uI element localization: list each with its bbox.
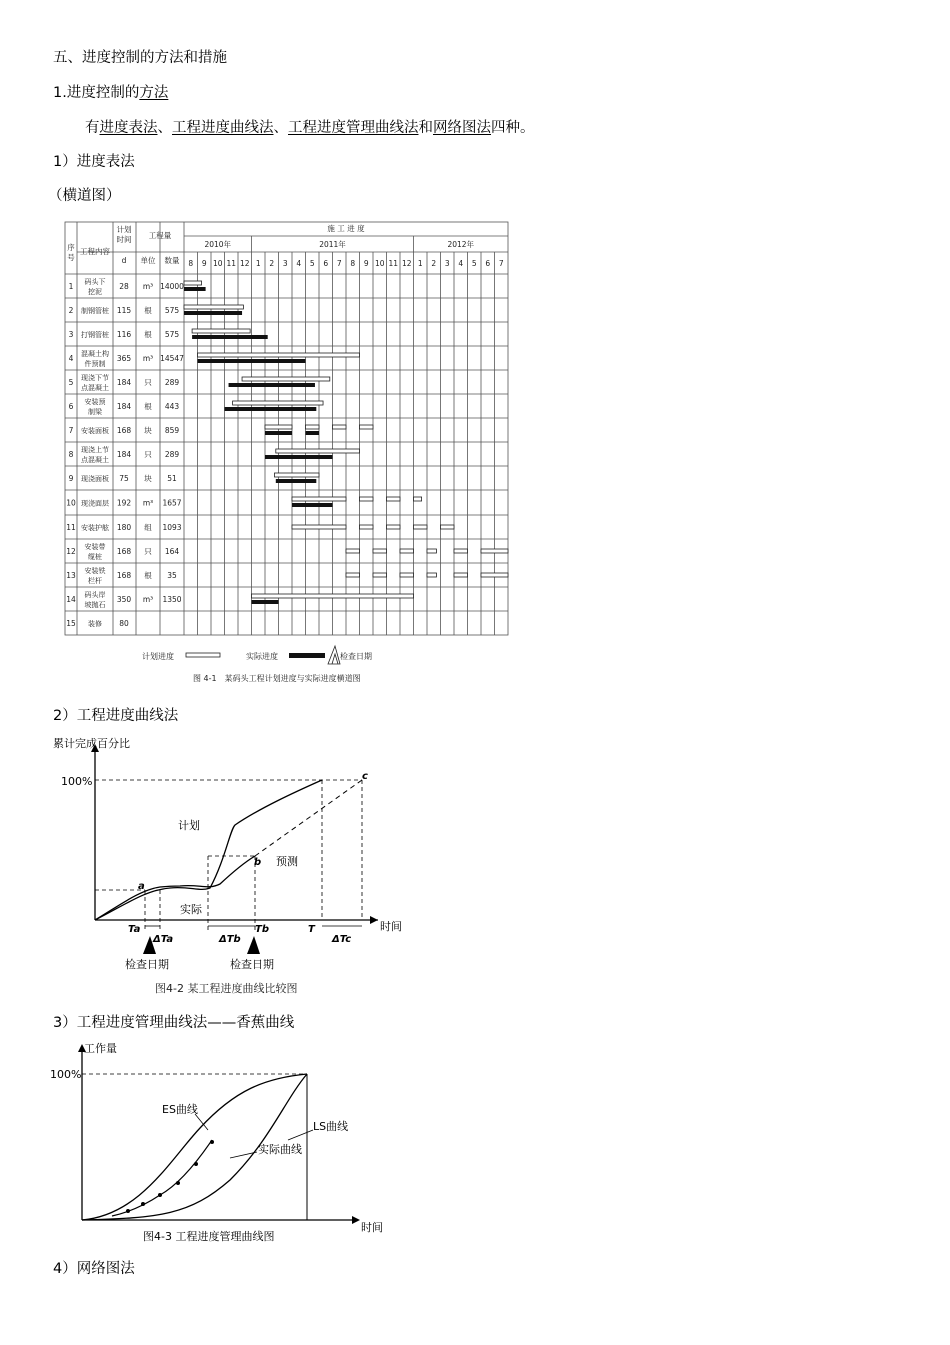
legend-check-label: 检查日期	[340, 652, 372, 661]
method-progress-curve[interactable]: 工程进度曲线法	[172, 120, 274, 136]
month-label: 12	[239, 259, 250, 268]
row-days: 116	[116, 330, 132, 339]
actual-bar	[252, 600, 279, 604]
plan-bar	[333, 425, 347, 429]
plan-bar	[387, 525, 401, 529]
row-qty: 14547	[160, 354, 184, 363]
row-qty: 443	[164, 402, 180, 411]
es-label: ES曲线	[162, 1103, 198, 1116]
row-name: 码头岸	[84, 591, 106, 599]
row-qty: 1350	[162, 595, 182, 604]
row-unit: 块	[144, 474, 152, 483]
x-axis-label: 时间	[361, 1221, 383, 1234]
guide-lines	[95, 780, 362, 930]
plan-label: 计划	[178, 819, 200, 832]
row-days: 168	[116, 571, 132, 580]
row-days: 168	[116, 426, 132, 435]
row-seq: 9	[68, 474, 74, 483]
plan-bar	[373, 573, 387, 577]
header-qty: 工程量	[148, 231, 172, 240]
month-label: 11	[388, 259, 399, 268]
row-name-2: 坡抛石	[84, 601, 106, 609]
plan-bar	[441, 525, 455, 529]
row-days: 365	[116, 354, 132, 363]
row-unit: 只	[144, 378, 152, 387]
plan-bar	[360, 425, 374, 429]
section-1-title: 1）进度表法	[53, 154, 135, 170]
plan-bar	[427, 573, 436, 577]
month-label: 1	[417, 259, 423, 268]
plan-bar	[276, 449, 360, 453]
delta-tc-label: ΔTc	[332, 934, 352, 945]
row-unit: 根	[144, 330, 152, 339]
row-days: 28	[119, 282, 129, 291]
plan-bar	[184, 305, 243, 309]
row-name: 制钢管桩	[81, 307, 109, 315]
row-name: 混凝土构	[81, 350, 109, 358]
check-date-label-2: 检查日期	[230, 958, 274, 971]
row-seq: 2	[68, 306, 74, 315]
method-management-curve[interactable]: 工程进度管理曲线法	[288, 120, 419, 136]
plan-bar	[427, 549, 436, 553]
row-qty: 51	[167, 474, 177, 483]
row-days: 75	[119, 474, 129, 483]
row-name: 装修	[88, 620, 102, 628]
header-plan: 计划	[116, 225, 132, 234]
row-days: 192	[116, 498, 132, 508]
plan-bar	[306, 425, 320, 429]
row-name: 现浇面层	[81, 499, 109, 508]
row-name-2: 制梁	[88, 408, 102, 416]
actual-bar	[184, 311, 242, 315]
month-label: 5	[471, 259, 477, 268]
intro-and: 和	[418, 120, 433, 136]
legend-actual-label: 实际进度	[246, 652, 278, 661]
row-seq: 12	[66, 547, 76, 556]
plan-bar	[387, 497, 401, 501]
plan-bar	[292, 525, 346, 529]
row-qty: 575	[164, 306, 180, 315]
methods-link[interactable]: 方法	[139, 85, 169, 101]
row-days: 350	[116, 595, 132, 604]
method-schedule-table[interactable]: 进度表法	[99, 120, 158, 136]
point-b-label: b	[254, 857, 262, 868]
actual-bar	[265, 455, 333, 459]
y-100-label: 100%	[50, 1068, 82, 1081]
legend-plan-swatch	[186, 653, 220, 657]
intro-sep: 、	[273, 120, 288, 136]
row-unit: 根	[144, 571, 152, 580]
subsection-prefix: 1.进度控制的	[53, 85, 140, 101]
actual-label: 实际	[180, 903, 202, 916]
plan-bar	[292, 497, 346, 501]
header-amount: 数量	[164, 256, 180, 265]
plan-bar	[481, 573, 508, 577]
point-c-label: c	[362, 771, 368, 782]
year-label: 2010年	[204, 240, 232, 249]
section-3-title: 3）工程进度管理曲线法——香蕉曲线	[53, 1015, 295, 1031]
plan-bar	[400, 573, 414, 577]
row-unit: m³	[142, 354, 154, 363]
plan-bar	[242, 377, 330, 381]
plan-bar	[184, 281, 202, 285]
plan-bar	[346, 573, 360, 577]
row-qty: 35	[167, 571, 177, 580]
month-label: 6	[323, 259, 329, 268]
tb-label: Tb	[255, 924, 269, 935]
actual-bar	[192, 335, 268, 339]
month-label: 3	[444, 259, 450, 268]
row-seq: 7	[68, 426, 74, 435]
intro-pre: 有	[85, 120, 100, 136]
point-a-label: a	[138, 881, 145, 892]
header-unit-d: d	[121, 256, 127, 265]
banana-curve-figure	[50, 1040, 395, 1245]
header-progress: 施 工 进 度	[327, 224, 365, 233]
ls-label: LS曲线	[313, 1120, 349, 1133]
plan-bar	[400, 549, 414, 553]
month-label: 9	[201, 259, 207, 268]
y-axis-label: 累计完成百分比	[53, 737, 130, 750]
row-seq: 11	[66, 523, 76, 532]
row-qty: 1657	[162, 498, 182, 508]
month-label: 1	[255, 259, 261, 268]
month-label: 8	[350, 259, 356, 268]
row-seq: 4	[68, 354, 74, 363]
row-unit: m³	[142, 498, 154, 508]
month-label: 10	[212, 259, 223, 268]
plan-bar	[360, 525, 374, 529]
gantt-figure	[60, 218, 515, 688]
progress-curve-figure	[50, 730, 420, 1002]
month-label: 7	[498, 259, 504, 268]
row-unit: 组	[144, 523, 152, 532]
plan-bar	[265, 425, 292, 429]
plan-bar	[274, 473, 319, 477]
forecast-curve	[255, 780, 362, 856]
row-days: 115	[116, 306, 132, 315]
month-label: 4	[458, 259, 464, 268]
month-label: 2	[431, 259, 437, 268]
section-heading: 五、进度控制的方法和措施	[53, 50, 227, 66]
plan-bar	[414, 497, 422, 501]
month-label: 10	[374, 259, 385, 268]
row-name: 安装铁	[84, 567, 106, 575]
plan-bar	[454, 573, 468, 577]
section-2-title: 2）工程进度曲线法	[53, 708, 179, 724]
y-100-label: 100%	[61, 775, 93, 788]
row-unit: m³	[142, 595, 154, 604]
row-days: 80	[119, 619, 129, 628]
month-label: 7	[336, 259, 342, 268]
month-label: 6	[485, 259, 491, 268]
plan-bar	[414, 525, 428, 529]
row-qty: 164	[164, 547, 180, 556]
check-date-icon-2	[247, 936, 260, 954]
legend-plan-label: 计划进度	[142, 652, 174, 661]
curve-caption: 图4-2 某工程进度曲线比较图	[155, 982, 298, 995]
row-unit: 只	[144, 450, 152, 459]
year-label: 2012年	[447, 240, 475, 249]
row-days: 168	[116, 547, 132, 556]
row-unit: m³	[142, 282, 154, 291]
intro-paragraph	[85, 116, 535, 137]
plan-bar	[454, 549, 468, 553]
gantt-caption: 图 4-1 某码头工程计划进度与实际进度横道图	[193, 674, 361, 683]
month-label: 12	[401, 259, 412, 268]
row-days: 180	[116, 523, 132, 532]
month-label: 8	[188, 259, 194, 268]
plan-bar	[252, 594, 414, 598]
check-date-label-1: 检查日期	[125, 958, 169, 971]
month-label: 4	[296, 259, 302, 268]
row-seq: 3	[68, 330, 74, 339]
row-name: 安装面板	[81, 427, 109, 435]
plan-bar	[198, 353, 360, 357]
month-label: 5	[309, 259, 315, 268]
row-seq: 15	[66, 619, 76, 628]
month-label: 2	[269, 259, 275, 268]
month-label: 11	[226, 259, 237, 268]
axis-arrows	[78, 1044, 360, 1224]
row-days: 184	[116, 378, 132, 387]
delta-tb-label: ΔTb	[219, 934, 241, 945]
plan-bar	[360, 497, 374, 501]
intro-post: 四种。	[491, 120, 535, 136]
row-seq: 5	[68, 378, 74, 387]
actual-curve-label: 实际曲线	[258, 1143, 302, 1156]
section-4-title: 4）网络图法	[53, 1261, 135, 1277]
actual-bar	[198, 359, 306, 363]
row-name: 打钢管桩	[81, 331, 109, 339]
header-content: 工程内容	[80, 247, 110, 256]
row-name-2: 挖泥	[88, 288, 102, 296]
legend-actual-swatch	[289, 653, 325, 658]
row-qty: 289	[164, 378, 180, 387]
ta-label: Ta	[128, 924, 141, 935]
row-qty: 289	[164, 450, 180, 459]
actual-points	[126, 1140, 214, 1213]
row-unit: 根	[144, 306, 152, 315]
row-unit: 根	[144, 402, 152, 411]
banana-caption: 图4-3 工程进度管理曲线图	[143, 1230, 275, 1243]
actual-bar	[276, 479, 317, 483]
row-qty: 575	[164, 330, 180, 339]
actual-bar	[265, 431, 292, 435]
row-days: 184	[116, 450, 132, 459]
row-days: 184	[116, 402, 132, 411]
delta-ta-label: ΔTa	[153, 934, 174, 945]
row-name: 现浇下节	[81, 374, 109, 382]
plan-bar	[233, 401, 323, 405]
header-seq: 序	[67, 243, 75, 252]
row-seq: 6	[68, 402, 74, 411]
section-1-subtitle: （横道图）	[48, 188, 121, 204]
row-name: 安装带	[84, 543, 106, 551]
row-name-2: 件预制	[84, 360, 106, 368]
header-seq-2: 号	[67, 253, 75, 262]
actual-bar	[306, 431, 320, 435]
row-seq: 8	[68, 450, 74, 459]
row-seq: 10	[66, 498, 76, 508]
gantt-legend	[142, 646, 372, 683]
subsection-heading	[53, 81, 168, 102]
row-seq: 13	[66, 571, 76, 580]
plan-bar	[192, 329, 250, 333]
row-unit: 只	[144, 547, 152, 556]
month-label: 9	[363, 259, 369, 268]
row-unit: 块	[144, 426, 152, 435]
row-name: 安装预	[84, 398, 106, 406]
row-name: 现浇面板	[81, 475, 109, 483]
actual-bar	[184, 287, 206, 291]
row-name-2: 点混凝土	[81, 456, 109, 464]
header-plan-2: 时间	[116, 235, 132, 244]
row-name-2: 点混凝土	[81, 384, 109, 392]
method-network[interactable]: 网络图法	[433, 120, 491, 136]
row-name: 安装护舷	[81, 524, 109, 532]
plan-bar	[481, 549, 508, 553]
year-label: 2011年	[319, 240, 346, 249]
row-qty: 859	[164, 426, 180, 435]
check-date-icon	[328, 646, 340, 664]
row-name-2: 栏杆	[88, 577, 102, 585]
row-seq: 1	[68, 282, 74, 291]
row-name: 码头下	[84, 278, 106, 286]
t-label: T	[308, 924, 315, 935]
intro-sep: 、	[157, 120, 172, 136]
forecast-label: 预测	[276, 855, 298, 868]
x-axis-label: 时间	[380, 920, 402, 933]
row-name: 现浇上节	[81, 446, 109, 454]
actual-bar	[229, 383, 315, 387]
month-label: 3	[282, 259, 288, 268]
header-unit: 单位	[140, 256, 156, 265]
row-qty: 1093	[162, 523, 182, 532]
y-axis-label: 工作量	[84, 1042, 117, 1055]
row-name-2: 缆桩	[88, 553, 102, 561]
plan-bar	[373, 549, 387, 553]
row-qty: 14000	[160, 282, 184, 291]
plan-bar	[346, 549, 360, 553]
row-seq: 14	[66, 595, 76, 604]
actual-bar	[292, 503, 333, 507]
actual-bar	[225, 407, 317, 411]
